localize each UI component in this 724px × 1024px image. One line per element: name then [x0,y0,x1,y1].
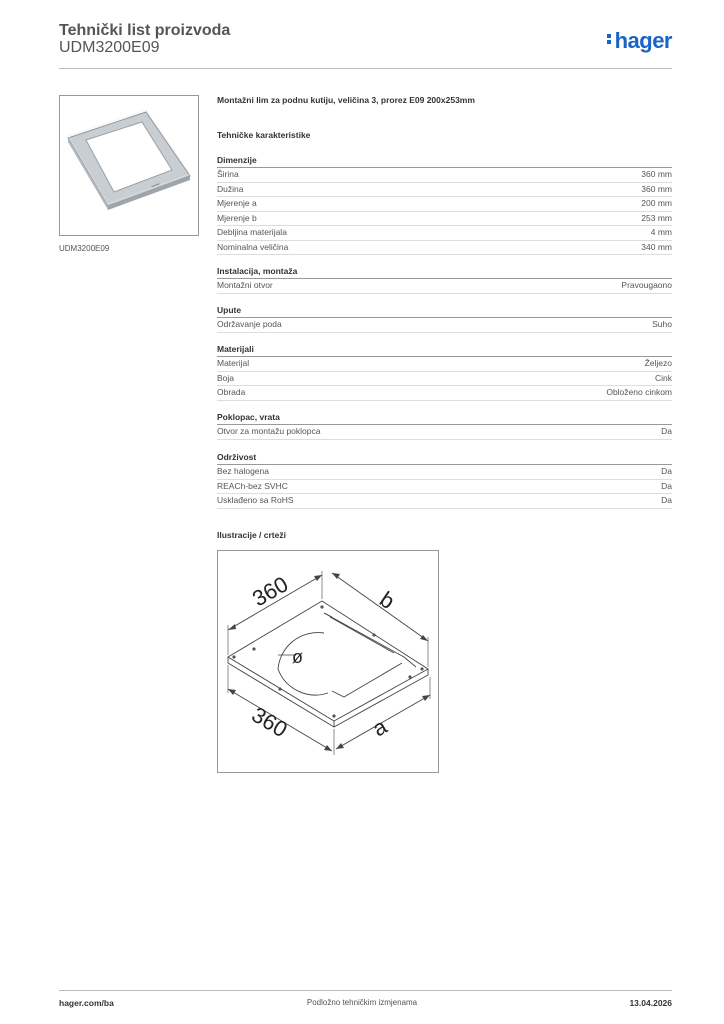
section-title: Upute [217,305,672,318]
dim-length-label: 360 [247,701,292,743]
spec-label: Otvor za montažu poklopca [217,426,321,436]
section-instructions [217,305,672,333]
footer-website: hager.com/ba [59,998,114,1008]
spec-value: Da [661,480,672,491]
tech-section-title: Tehničke karakteristike [217,130,311,140]
section-title: Poklopac, vrata [217,412,672,425]
dim-a-label: a [368,713,392,742]
section-sustainability [217,452,672,509]
section-title: Održivost [217,452,672,465]
spec-value: Da [661,466,672,476]
section-dimensions [217,155,672,255]
spec-value: 360 mm [641,169,672,179]
spec-label: Materijal [217,358,250,368]
dim-b-label: b [375,586,400,614]
spec-label: Usklađeno sa RoHS [217,495,294,505]
hager-logo [607,28,672,54]
section-title: Materijali [217,344,672,357]
spec-label: Montažni otvor [217,280,273,290]
spec-value: 4 mm [650,227,672,237]
spec-row [217,279,672,294]
spec-label: Boja [217,372,235,383]
section-title: Dimenzije [217,155,672,168]
product-thumbnail [59,95,199,236]
section-materials [217,344,672,401]
spec-row [217,480,672,495]
spec-label: Nominalna veličina [217,241,289,252]
spec-value: Obloženo cinkom [606,387,672,397]
section-title: Instalacija, montaža [217,266,672,279]
logo-text: hager [614,28,672,53]
spec-row [217,465,672,480]
spec-value: 253 mm [641,212,672,223]
spec-value: Da [661,426,672,436]
spec-row [217,183,672,198]
spec-row [217,318,672,333]
dim-diameter-label: ø [292,647,303,667]
spec-label: Bez halogena [217,466,269,476]
dimension-drawing [218,551,438,772]
spec-row [217,386,672,401]
spec-row [217,212,672,227]
technical-drawing [217,550,439,773]
svg-text:▪▪▪▪▪▪: ▪▪▪▪▪▪ [150,181,161,189]
spec-label: Mjerenje a [217,198,257,208]
header-divider [59,68,672,69]
document-title: Tehnički list proizvoda [59,22,231,39]
logo-dots-icon [607,32,613,46]
spec-row [217,197,672,212]
spec-row [217,494,672,509]
spec-value: Pravougaono [621,280,672,290]
spec-row [217,168,672,183]
footer-notice: Podložno tehničkim izmjenama [306,998,418,1007]
footer-divider [59,990,672,991]
spec-value: 360 mm [641,183,672,194]
section-cover [217,412,672,440]
spec-label: Dužina [217,183,244,194]
spec-value: Da [661,495,672,505]
spec-label: REACh-bez SVHC [217,480,288,491]
spec-label: Održavanje poda [217,319,282,329]
dim-width-label: 360 [248,571,293,612]
footer-date: 13.04.2026 [629,998,672,1008]
spec-value: Željezo [644,358,672,368]
product-description: Montažni lim za podnu kutiju, veličina 3, prorez E09 200x253mm [217,95,475,105]
spec-value: Suho [652,319,672,329]
illustrations-title: Ilustracije / crteži [217,530,286,540]
spec-row [217,372,672,387]
spec-value: 340 mm [641,241,672,252]
spec-value: 200 mm [641,198,672,208]
mounting-plate-image [60,96,198,235]
spec-label: Debljina materijala [217,227,287,237]
spec-label: Obrada [217,387,246,397]
spec-row [217,241,672,256]
product-code: UDM3200E09 [59,39,160,56]
spec-row [217,425,672,440]
section-installation [217,266,672,294]
spec-value: Cink [654,372,672,383]
thumbnail-caption: UDM3200E09 [59,244,110,253]
spec-row [217,357,672,372]
spec-row [217,226,672,241]
spec-label: Širina [217,169,239,179]
spec-label: Mjerenje b [217,212,257,223]
